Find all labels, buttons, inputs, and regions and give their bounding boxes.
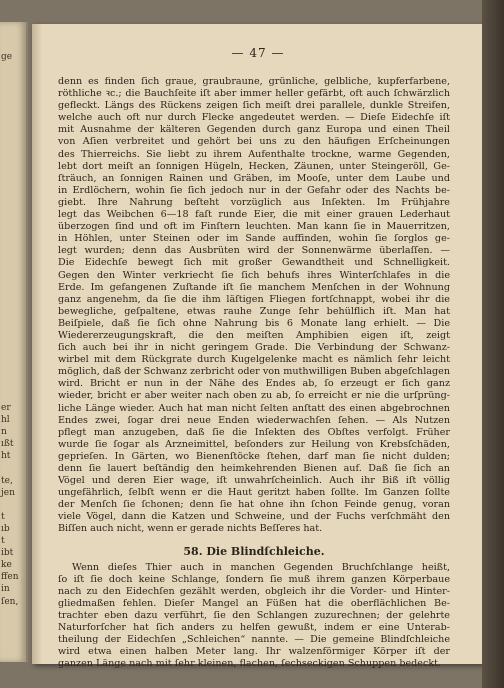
left-page-fragment: ht <box>1 451 11 462</box>
text-line: wieder, bricht er aber weiter nach oben zu ab, ſo erreicht er nie die urſprüng- <box>58 390 450 402</box>
left-page-fragment: ıßt <box>1 439 14 450</box>
left-page-fragment: in <box>1 584 10 595</box>
text-line: wurde ſie ſogar als Arzneimittel, beſonders zur Heilung von Krebsſchäden, <box>58 438 450 450</box>
text-line: geprieſen. In Gärten, wo Bienenſtöcke ſtehen, darf man ſie nicht dulden; <box>58 450 450 462</box>
left-page-fragment: er <box>1 402 11 413</box>
left-page-fragment: ge <box>1 52 13 62</box>
left-page-fragment: ıb <box>1 523 10 534</box>
left-page-fragment: ſen, <box>1 596 19 607</box>
section-heading: 58. Die Blindſchleiche. <box>183 544 325 558</box>
text-line: denn es finden ſich graue, graubraune, grünliche, gelbliche, kupferfarbene, <box>58 76 450 87</box>
text-line: in Höhlen, unter Steinen oder im Sande auffinden, wohin ſie ſorglos ge- <box>58 233 450 245</box>
text-line: mit Ausnahme der kälteren Gegenden durch ganz Europa und einen Theil <box>58 124 450 136</box>
text-line: gliedmaßen fehlen. Dieſer Mangel an Füßen hat die oberflächlichen Be- <box>58 597 450 609</box>
left-page-fragment: t <box>1 511 5 522</box>
text-line: ſich auch bei ihr in nicht geringem Grade. Die Verbindung der Schwanz- <box>58 342 450 354</box>
text-line: ſo iſt ſie doch keine Schlange, ſondern ſie muß ihrem ganzen Körperbaue <box>58 573 450 585</box>
text-line: röthliche ꝛc.; die Bauchſeite iſt aber immer heller gefärbt, oft auch ſchwärzlich <box>58 88 450 100</box>
text-line: wird etwa einen halben Meter lang. Ihr walzenförmiger Körper iſt der <box>58 646 450 658</box>
left-page-fragment: hl <box>1 415 10 425</box>
text-line: gefleckt. Längs des Rückens zeigen ſich meiſt drei parallele, dunkle Streifen, <box>58 100 450 112</box>
text-line: möglich, daß der Schwanz zerbricht oder von muthwilligen Buben abgeſchlagen <box>58 366 450 378</box>
text-line: pflegt man anzugeben, daß ſie die Inſekten des Obſtes verfolgt. Früher <box>58 426 450 438</box>
text-line: trachter eben dazu verführt, ſie den Schlangen zuzurechnen; der gelehrte <box>58 610 450 622</box>
page-gutter-shadow <box>32 24 42 664</box>
text-line: Vögel und deren Eier wage, iſt unwahrſcheinlich. Auch ihr Biß iſt völlig <box>58 475 450 487</box>
text-line: welche auch oft nur durch Flecke angedeutet werden. — Dieſe Eidechſe iſt <box>58 112 450 124</box>
text-line: in Erdlöchern, wohin ſie ſich jedoch nur in der Gefahr oder des Nachts be- <box>58 184 450 196</box>
text-line: des Thierreichs. Sie liebt zu ihrem Aufenthalte trockne, warme Gegenden, <box>58 148 450 160</box>
text-line: ungefährlich, ſelbſt wenn er die Haut geritzt haben ſollte. Im Ganzen ſollte <box>58 487 450 499</box>
left-page-fragment: jen <box>1 487 15 498</box>
text-line: denn ſie lauert beſtändig den heimkehrenden Bienen auf. Daß ſie ſich an <box>58 463 450 474</box>
text-line: von Aſien verbreitet und gehört bei uns zu den häufigen Erſcheinungen <box>58 136 450 148</box>
text-line: ganzen Länge nach mit ſehr kleinen, flachen, ſechseckigen Schuppen bedeckt. <box>58 658 442 670</box>
text-line: Endes zwei, ſogar drei neue Enden wiederwachſen ſehen. — Als Nutzen <box>58 414 450 426</box>
text-line: Gegen den Winter verkriecht ſie ſich behufs ihres Winterſchlafes in die <box>58 269 450 281</box>
left-page-fragment: n <box>1 427 7 438</box>
text-line: der Menſch ſie ſchonen; denn ſie hat ohne ihn ſchon Feinde genug, voran <box>58 499 450 511</box>
left-page-edge <box>0 22 28 662</box>
book-cover-edge <box>482 0 504 688</box>
page-text <box>58 76 450 671</box>
text-line: theilung der Eidechſen „Schleichen“ nannte. — Die gemeine Blindſchleiche <box>58 634 450 646</box>
text-line: legt das Weibchen 6—18 faſt runde Eier, die mit einer grauen Lederhaut <box>58 209 450 221</box>
text-line: legt wurden; denn das Ausbrüten wird der Sonnenwärme überlaſſen. — <box>58 245 450 257</box>
left-page-fragment: ibt <box>1 548 14 559</box>
book-page <box>32 24 484 670</box>
text-line: Biſſen auch nicht, wenn er gerade nichts Beſſeres hat. <box>58 523 323 535</box>
text-line: viele Vögel, dann die Katzen und Schweine, und der Fuchs verſchmäht den <box>58 511 450 523</box>
text-line: Naturforſcher hat ſich anders zu helfen gewußt, indem er eine Unterab- <box>58 622 450 634</box>
left-page-fragment: ke <box>1 560 12 571</box>
text-line: Beiſpiele, daß ſie ſich ohne Nahrung bis 6 Monate lang erhielt. — Die <box>58 317 450 329</box>
text-line: Erde. Im gefangenen Zuſtande iſt ſie manchem Menſchen in der Wohnung <box>58 281 450 293</box>
text-line: wird. Bricht er nun in der Nähe des Endes ab, ſo erzeugt er ſich ganz <box>58 378 450 390</box>
left-page-fragment: t <box>1 536 5 546</box>
text-line: giebt. Ihre Nahrung beſteht vorzüglich aus Inſekten. Im Frühjahre <box>58 196 450 208</box>
text-line: überzogen ſind und oft im Finſtern leuchten. Man kann ſie in Mauerritzen, <box>58 221 450 233</box>
left-page-fragment: ffen <box>1 572 19 583</box>
text-line: ganz angenehm, da ſie die ihm läſtigen Fliegen fortſchnappt, wobei ihr die <box>58 293 450 305</box>
text-line: Wiedererzeugungskraft, die den meiſten Amphibien eigen iſt, zeigt <box>58 329 450 341</box>
left-page-fragment: te, <box>1 475 13 486</box>
text-line: ſträuch, an ſonnigen Rainen und Gräben, im Mooſe, unter dem Laube und <box>58 172 450 184</box>
text-line: nach zu den Eidechſen gezählt werden, obgleich ihr die Vorder- und Hinter- <box>58 585 450 597</box>
text-line: liche Länge wieder. Auch hat man nicht ſelten anſtatt des einen abgebrochnen <box>58 402 450 414</box>
text-line: Die Eidechſe bewegt ſich mit großer Gewandtheit und Schnelligkeit. <box>58 257 450 269</box>
text-line: lebt dort meiſt an ſonnigen Hügeln, Hecken, Zäunen, unter Steingeröll, Ge- <box>58 160 450 172</box>
page-number: — 47 — <box>231 46 285 60</box>
text-line: bewegliche, geſpaltene, etwas rauhe Zunge ſehr behülflich iſt. Man hat <box>58 305 450 317</box>
text-line: wirbel mit dem Rückgrate durch Kugelgelenke macht es nämlich ſehr leicht <box>58 354 450 366</box>
text-line: Wenn dieſes Thier auch in manchen Gegenden Bruchſchlange heißt, <box>72 561 450 573</box>
